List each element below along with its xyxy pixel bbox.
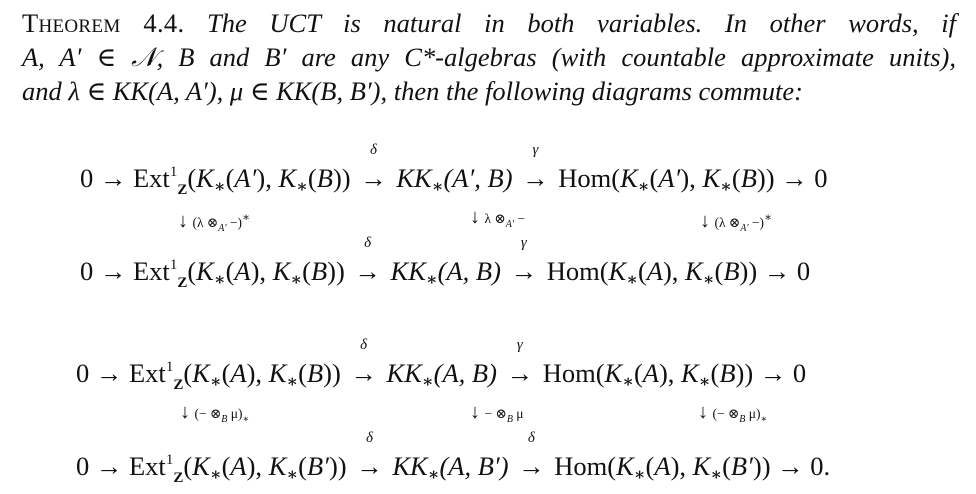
delta-arrow: δ → xyxy=(350,337,377,388)
gamma-arrow: γ → xyxy=(510,235,538,286)
diagram2-bottom-kk: KK∗(A, B′) xyxy=(392,451,509,484)
diagram2-left-vertical-map: ↓ (− $\otimes_B$ $\mu)_∗$ xyxy=(180,401,250,425)
diagram1-top-hom: Hom(K∗(A′), K∗(B)) → 0 xyxy=(558,163,828,196)
delta-arrow: δ → xyxy=(354,235,381,286)
diagram2-bottom-ext: 0 → Ext$^1_Z$(K∗(A), K∗(B′)) xyxy=(76,451,347,486)
diagram1-bottom-kk: KK∗(A, B) xyxy=(390,256,501,289)
theorem-statement xyxy=(22,6,956,108)
diagram1-bottom-hom: Hom(K∗(A), K∗(B)) → 0 xyxy=(546,256,811,289)
diagram1-top-row xyxy=(80,142,828,205)
theorem-heading: Theorem 4.4. xyxy=(22,8,185,38)
diagram1-left-vertical-map: ↓ (λ $\otimes_{A'}$ −)∗ xyxy=(178,210,251,234)
diagram2-bottom-hom: Hom(K∗(A), K∗(B′)) → 0. xyxy=(554,451,831,484)
diagram1-middle-vertical-map: ↓ λ $\otimes_{A'}$ − xyxy=(470,206,526,230)
gamma-arrow: γ → xyxy=(506,337,534,388)
diagram2-top-row xyxy=(76,337,807,400)
diagram1-bottom-row xyxy=(80,235,811,298)
diagram1-top-ext: 0 → Ext$^1_Z$(K∗(A′), K∗(B)) xyxy=(80,163,351,198)
diagram1-right-vertical-map: ↓ (λ $\otimes_{A'}$ −)∗ xyxy=(700,210,773,234)
diagram2-right-vertical-map: ↓ (− $\otimes_B$ $\mu)_∗$ xyxy=(698,401,768,425)
theorem-line-3: and λ ∈ KK(A, A′), μ ∈ KK(B, B′), then the following diagrams commute: xyxy=(22,76,803,106)
diagram2-top-ext: 0 → Ext$^1_Z$(K∗(A), K∗(B)) xyxy=(76,358,341,393)
diagram1-bottom-ext: 0 → Ext$^1_Z$(K∗(A), K∗(B)) xyxy=(80,256,345,291)
theorem-line-2: A, A′ ∈ 𝒩, B and B′ are any C*-algebras (with countable approximate units), xyxy=(22,42,956,72)
delta-arrow: δ → xyxy=(356,430,383,481)
gamma-arrow: γ → xyxy=(522,142,549,193)
theorem-line-1-text: The UCT is natural in both variables. In other words, if xyxy=(207,8,956,38)
diagram2-top-hom: Hom(K∗(A), K∗(B)) → 0 xyxy=(542,358,807,391)
delta-arrow: δ → xyxy=(360,142,387,193)
theorem-line-1 xyxy=(22,6,956,40)
diagram2-top-kk: KK∗(A, B) xyxy=(386,358,497,391)
diagram2-bottom-row xyxy=(76,430,831,493)
delta-arrow-second: δ → xyxy=(518,430,545,481)
diagram2-middle-vertical-map: ↓ − $\otimes_B$ μ xyxy=(470,401,524,425)
diagram1-top-kk: KK∗(A′, B) xyxy=(396,163,513,196)
